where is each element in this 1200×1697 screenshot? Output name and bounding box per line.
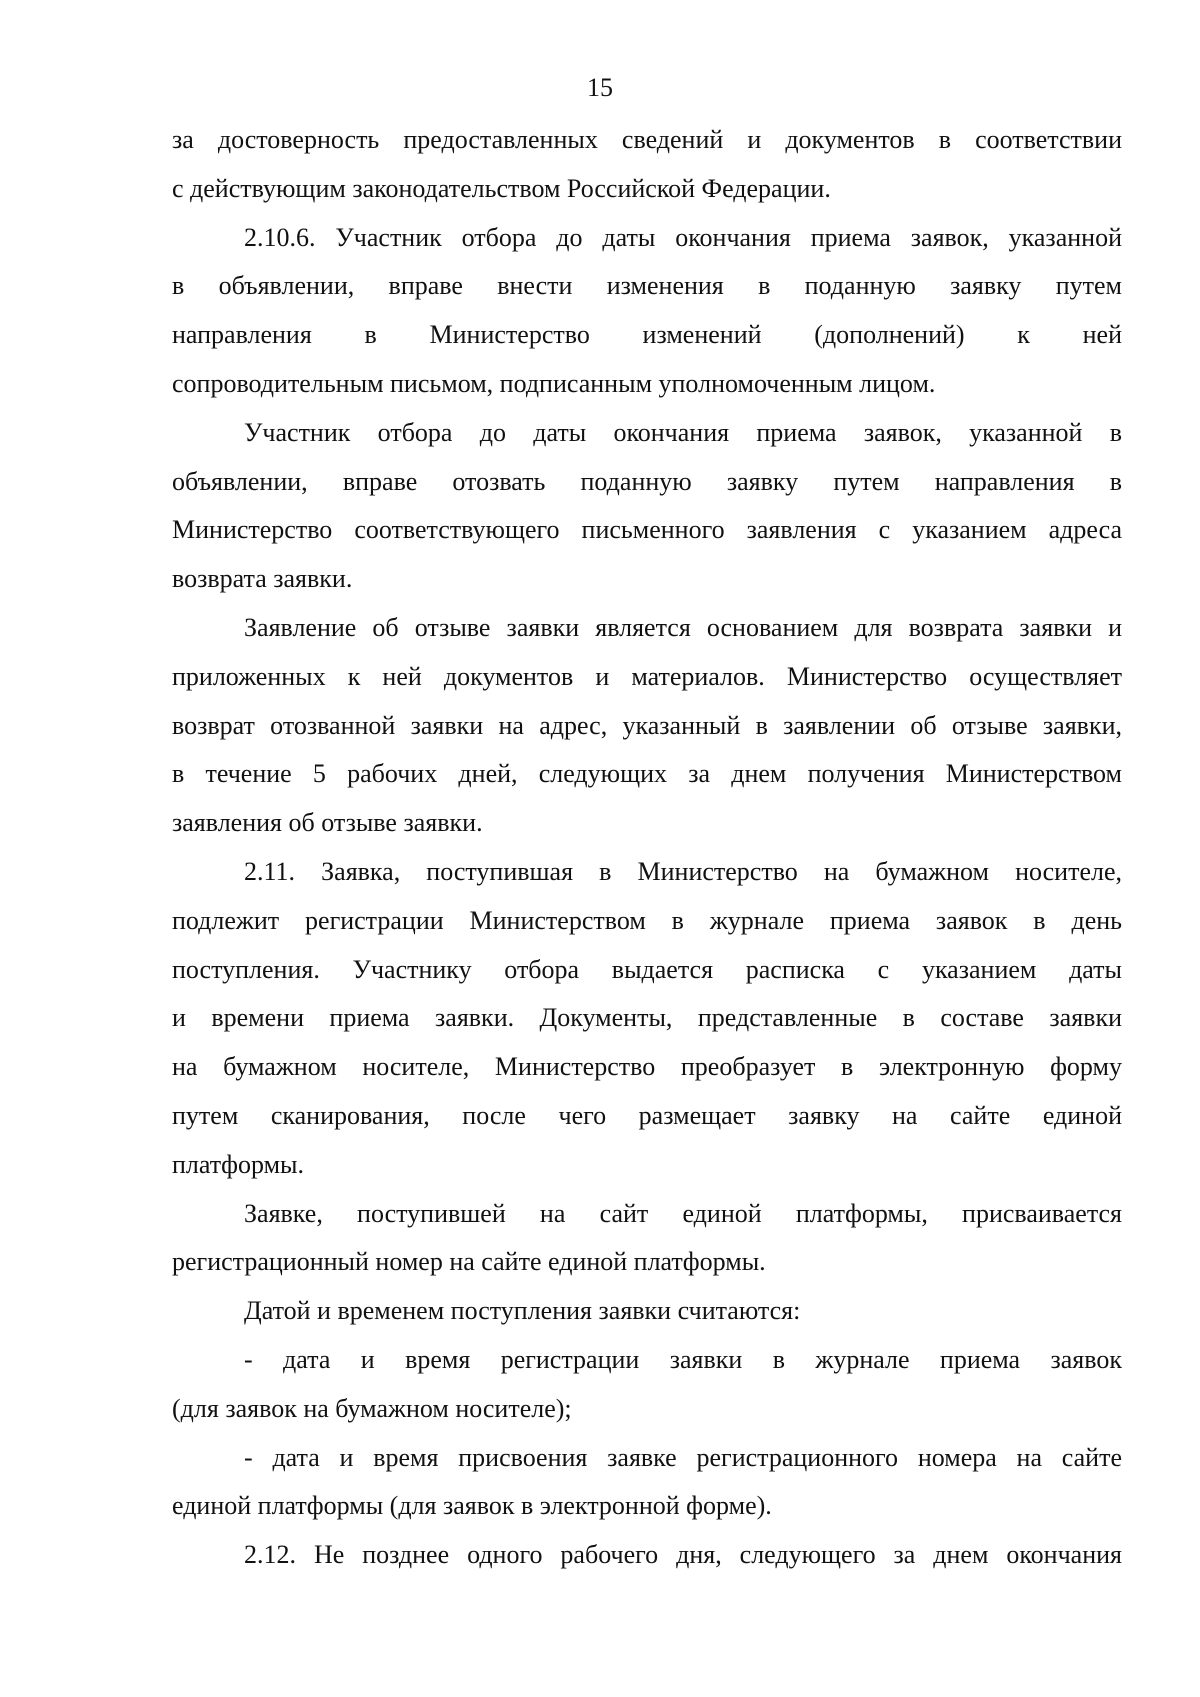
text-line: - дата и время присвоения заявке регистрационного номера на сайте [244,1442,1122,1472]
text-line: на бумажном носителе, Министерство преобразует в электронную форму [172,1052,1122,1082]
paragraph [172,1531,1122,1580]
paragraph [172,116,1122,214]
text-line: подлежит регистрации Министерством в журнале приема заявок в день [172,905,1122,935]
text-line: возврата заявки. [172,564,353,594]
text-line: заявления об отзыве заявки. [172,808,483,838]
paragraph [172,1190,1122,1288]
text-line: 2.11. Заявка, поступившая в Министерство на бумажном носителе, [244,856,1122,886]
document-body [172,116,1122,1580]
text-line: возврат отозванной заявки на адрес, указанный в заявлении об отзыве заявки, [172,710,1122,740]
text-line: Заявке, поступившей на сайт единой платформы, присваивается [244,1198,1122,1228]
text-line: - дата и время регистрации заявки в журнале приема заявок [244,1344,1122,1374]
text-line: платформы. [172,1149,304,1179]
text-line: за достоверность предоставленных сведений и документов в соответствии [172,125,1122,154]
paragraph [172,604,1122,848]
text-line: направления в Министерство изменений (дополнений) к ней [172,320,1122,350]
paragraph [172,848,1122,1190]
text-line: 2.10.6. Участник отбора до даты окончания приема заявок, указанной [244,222,1122,252]
text-line: в объявлении, вправе внести изменения в поданную заявку путем [172,271,1122,301]
text-line: Заявление об отзыве заявки является основанием для возврата заявки и [244,612,1122,642]
text-line: Участник отбора до даты окончания приема заявок, указанной в [244,417,1122,447]
paragraph [172,409,1122,604]
text-line: Датой и временем поступления заявки считаются: [244,1296,801,1326]
page-number: 15 [587,73,613,102]
text-line: регистрационный номер на сайте единой платформы. [172,1247,766,1277]
paragraph [172,214,1122,409]
text-line: и времени приема заявки. Документы, представленные в составе заявки [172,1003,1122,1033]
list-item [172,1336,1122,1434]
text-line: (для заявок на бумажном носителе); [172,1393,572,1423]
text-line: поступления. Участнику отбора выдается расписка с указанием даты [172,954,1122,984]
text-line: объявлении, вправе отозвать поданную заявку путем направления в [172,466,1122,496]
text-line: путем сканирования, после чего размещает заявку на сайте единой [172,1100,1122,1130]
text-line: в течение 5 рабочих дней, следующих за днем получения Министерством [172,759,1122,789]
text-line: единой платформы (для заявок в электронной форме). [172,1491,772,1521]
text-line: сопроводительным письмом, подписанным уполномоченным лицом. [172,368,936,398]
text-line: Министерство соответствующего письменного заявления с указанием адреса [172,515,1122,545]
text-line: с действующим законодательством Российской Федерации. [172,173,831,203]
text-line: приложенных к ней документов и материалов. Министерство осуществляет [172,661,1122,691]
list-item [172,1434,1122,1532]
text-line: 2.12. Не позднее одного рабочего дня, следующего за днем окончания [244,1540,1122,1570]
paragraph [172,1287,1122,1336]
